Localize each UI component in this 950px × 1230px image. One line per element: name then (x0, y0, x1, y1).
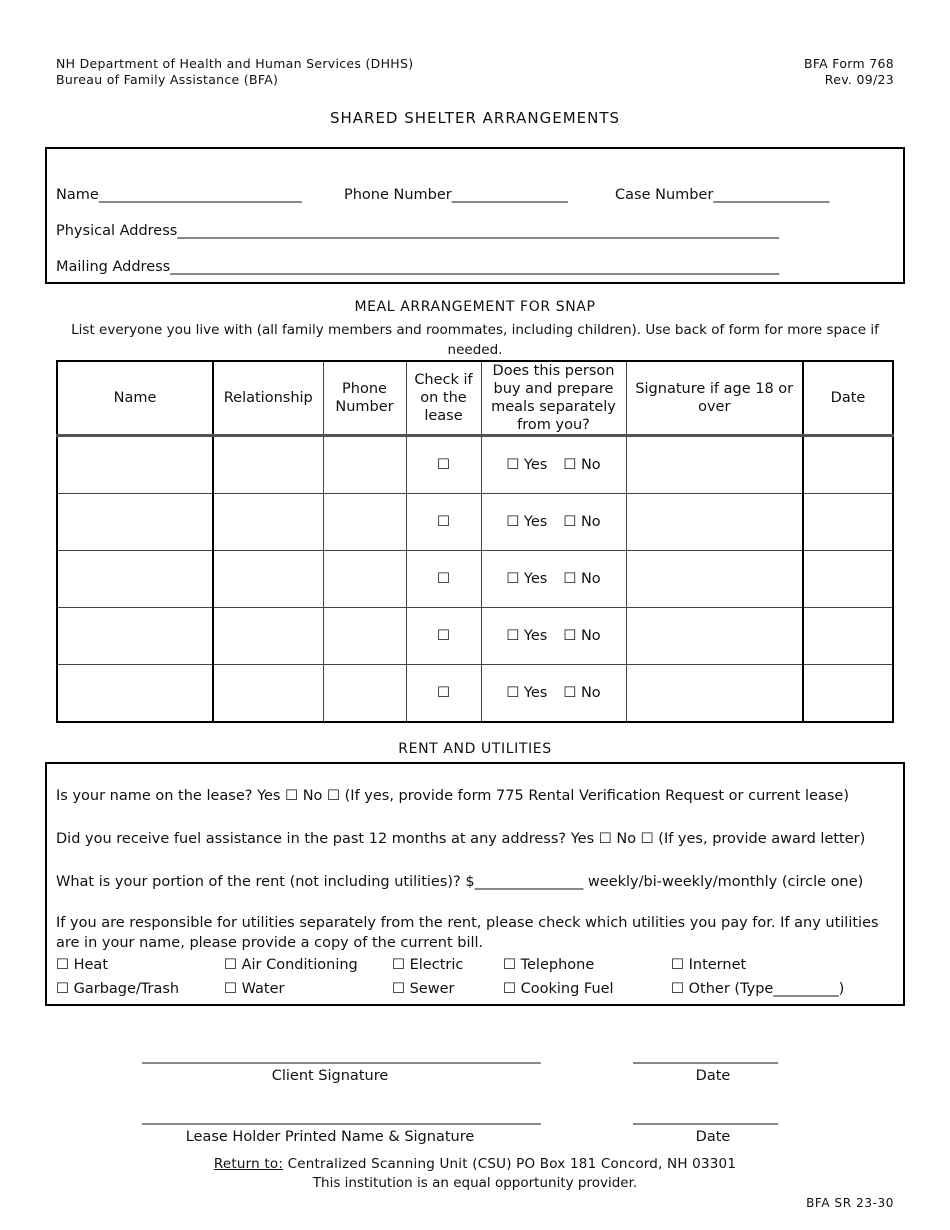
utility-internet-checkbox[interactable]: ☐ Internet (671, 957, 747, 973)
utilities-instructions-line1: If you are responsible for utilities separately from the rent, please check which utilities you pay for. If any utilities (56, 915, 879, 931)
col-relationship-header: Relationship (213, 361, 323, 436)
bureau-name: Bureau of Family Assistance (BFA) (56, 72, 279, 87)
phone-cell[interactable] (323, 665, 406, 723)
col-phone-header: Phone Number (323, 361, 406, 436)
col-name-header: Name (57, 361, 213, 436)
phone-cell[interactable] (323, 494, 406, 551)
meals-no-checkbox[interactable]: ☐ No (563, 571, 601, 587)
utility-garbage-checkbox[interactable]: ☐ Garbage/Trash (56, 981, 180, 997)
phone-cell[interactable] (323, 551, 406, 608)
name-cell[interactable] (57, 494, 213, 551)
col-date-header: Date (803, 361, 893, 436)
agency-header (56, 56, 413, 88)
return-address-text: Centralized Scanning Unit (CSU) PO Box 181 Concord, NH 03301 (283, 1156, 737, 1172)
lease-checkbox[interactable]: ☐ (406, 494, 481, 551)
relationship-cell[interactable] (213, 608, 323, 665)
lease-holder-signature-line[interactable]: _______________________________________________________ (142, 1109, 541, 1125)
signature-cell[interactable] (626, 551, 803, 608)
signature-cell[interactable] (626, 494, 803, 551)
utility-cooking-fuel-checkbox[interactable]: ☐ Cooking Fuel (503, 981, 614, 997)
table-row (57, 608, 893, 665)
utility-air-conditioning-checkbox[interactable]: ☐ Air Conditioning (224, 957, 358, 973)
name-cell[interactable] (57, 551, 213, 608)
signature-cell[interactable] (626, 665, 803, 723)
date-cell[interactable] (803, 665, 893, 723)
name-cell[interactable] (57, 436, 213, 494)
meals-yes-checkbox[interactable]: ☐ Yes (506, 685, 548, 701)
meals-no-checkbox[interactable]: ☐ No (563, 685, 601, 701)
signature-cell[interactable] (626, 608, 803, 665)
meal-instructions: List everyone you live with (all family members and roommates, including children). Use back of form for more space if needed. (71, 322, 879, 358)
phone-cell[interactable] (323, 436, 406, 494)
date-cell[interactable] (803, 494, 893, 551)
table-row (57, 665, 893, 723)
relationship-cell[interactable] (213, 665, 323, 723)
return-address (0, 1156, 950, 1172)
signature-cell[interactable] (626, 436, 803, 494)
client-date-label: Date (695, 1068, 731, 1084)
phone-field[interactable]: Phone Number________________ (344, 187, 568, 203)
household-table (56, 360, 894, 723)
phone-cell[interactable] (323, 608, 406, 665)
lease-checkbox[interactable]: ☐ (406, 665, 481, 723)
table-header-row (57, 361, 893, 436)
lease-holder-signature-label: Lease Holder Printed Name & Signature (185, 1129, 475, 1145)
relationship-cell[interactable] (213, 551, 323, 608)
form-id-block (804, 56, 894, 88)
name-cell[interactable] (57, 608, 213, 665)
meals-no-checkbox[interactable]: ☐ No (563, 514, 601, 530)
rent-section-heading: RENT AND UTILITIES (398, 741, 552, 757)
utilities-instructions-line2: are in your name, please provide a copy of the current bill. (56, 935, 484, 951)
utility-heat-checkbox[interactable]: ☐ Heat (56, 957, 109, 973)
col-lease-header: Check if on the lease (406, 361, 481, 436)
utility-electric-checkbox[interactable]: ☐ Electric (392, 957, 464, 973)
lease-checkbox[interactable]: ☐ (406, 608, 481, 665)
lease-holder-date-line[interactable]: ____________________ (633, 1109, 778, 1125)
utility-telephone-checkbox[interactable]: ☐ Telephone (503, 957, 595, 973)
meals-yes-checkbox[interactable]: ☐ Yes (506, 457, 548, 473)
mailing-address-field[interactable]: Mailing Address____________________________________________________________________________________ (56, 259, 780, 275)
meals-yes-checkbox[interactable]: ☐ Yes (506, 571, 548, 587)
dept-name: NH Department of Health and Human Services (DHHS) (56, 56, 414, 71)
meals-yes-checkbox[interactable]: ☐ Yes (506, 628, 548, 644)
name-field[interactable]: Name____________________________ (56, 187, 302, 203)
meals-no-checkbox[interactable]: ☐ No (563, 457, 601, 473)
name-cell[interactable] (57, 665, 213, 723)
physical-address-field[interactable]: Physical Address___________________________________________________________________________________ (56, 223, 780, 239)
client-signature-label: Client Signature (271, 1068, 389, 1084)
lease-checkbox[interactable]: ☐ (406, 551, 481, 608)
table-row (57, 551, 893, 608)
table-row (57, 436, 893, 494)
table-row (57, 494, 893, 551)
date-cell[interactable] (803, 551, 893, 608)
meal-section-heading: MEAL ARRANGEMENT FOR SNAP (354, 299, 596, 315)
relationship-cell[interactable] (213, 436, 323, 494)
rent-portion-question[interactable]: What is your portion of the rent (not including utilities)? $_______________ weekly/bi-weekly/monthly (circle one) (56, 874, 864, 890)
meals-no-checkbox[interactable]: ☐ No (563, 628, 601, 644)
col-meals-header: Does this person buy and prepare meals separately from you? (481, 361, 626, 436)
revision-date: Rev. 09/23 (824, 72, 894, 87)
form-number: BFA Form 768 (803, 56, 894, 71)
utility-water-checkbox[interactable]: ☐ Water (224, 981, 285, 997)
col-signature-header: Signature if age 18 or over (626, 361, 803, 436)
form-code: BFA SR 23-30 (806, 1196, 894, 1210)
page-title: SHARED SHELTER ARRANGEMENTS (329, 109, 621, 127)
lease-checkbox[interactable]: ☐ (406, 436, 481, 494)
lease-holder-date-label: Date (695, 1129, 731, 1145)
equal-opportunity-statement: This institution is an equal opportunity provider. (312, 1175, 638, 1191)
date-cell[interactable] (803, 436, 893, 494)
date-cell[interactable] (803, 608, 893, 665)
utility-other-checkbox[interactable]: ☐ Other (Type_________) (671, 981, 845, 997)
relationship-cell[interactable] (213, 494, 323, 551)
case-number-field[interactable]: Case Number________________ (615, 187, 830, 203)
client-date-line[interactable]: ____________________ (633, 1048, 778, 1064)
meals-yes-checkbox[interactable]: ☐ Yes (506, 514, 548, 530)
utility-sewer-checkbox[interactable]: ☐ Sewer (392, 981, 455, 997)
return-to-label: Return to: (213, 1156, 284, 1172)
client-signature-line[interactable]: _______________________________________________________ (142, 1048, 541, 1064)
lease-question[interactable]: Is your name on the lease? Yes ☐ No ☐ (If yes, provide form 775 Rental Verification Request or current lease) (56, 788, 849, 804)
fuel-assistance-question[interactable]: Did you receive fuel assistance in the past 12 months at any address? Yes ☐ No ☐ (If yes, provide award letter) (56, 831, 866, 847)
